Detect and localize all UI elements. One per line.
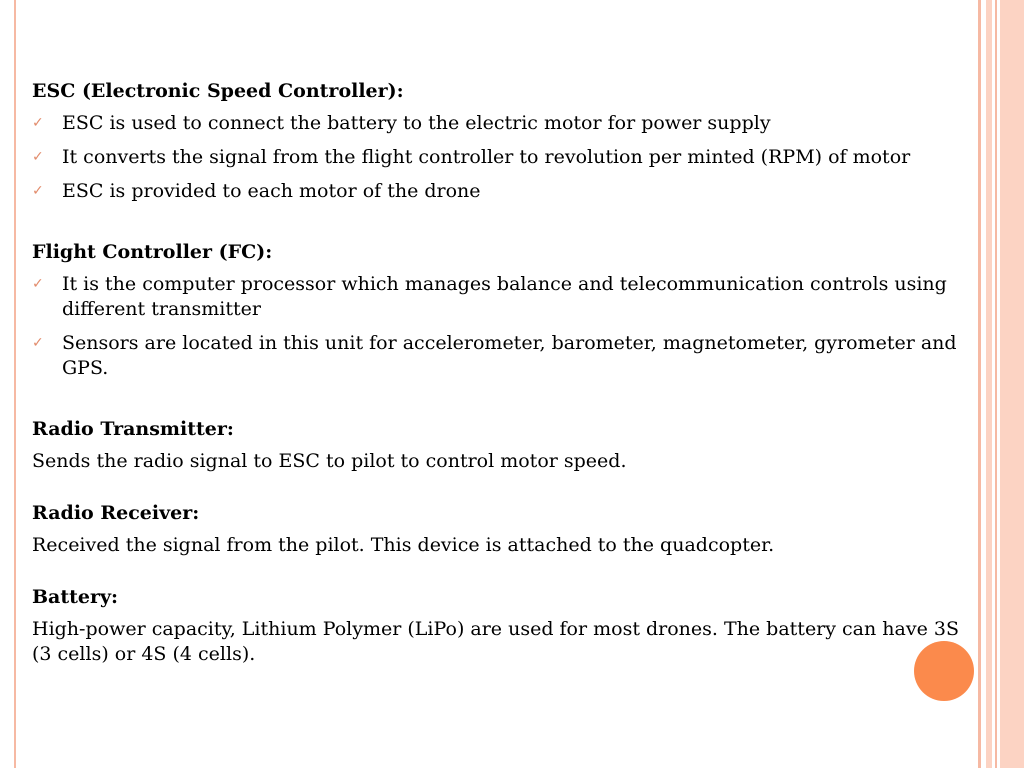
section-battery (32, 584, 972, 667)
section-radio-receiver (32, 500, 972, 558)
list-item (32, 111, 972, 136)
list-item-text: ESC is provided to each motor of the drone (62, 180, 481, 202)
check-icon: ✓ (32, 149, 44, 165)
section-heading: Battery: (32, 586, 119, 608)
list-item (32, 331, 972, 381)
check-icon: ✓ (32, 115, 44, 131)
right-frame-stripe (986, 0, 992, 768)
list-item-text: It converts the signal from the flight controller to revolution per minted (RPM) of motor (62, 146, 911, 168)
section-esc (32, 78, 972, 204)
list-item (32, 145, 972, 170)
bullet-list (32, 272, 972, 381)
section-text: High-power capacity, Lithium Polymer (LiPo) are used for most drones. The battery can have 3S (3 cells) or 4S (4 cells). (32, 618, 959, 665)
section-heading: Flight Controller (FC): (32, 241, 273, 263)
right-frame-line (978, 0, 981, 768)
right-frame-band (1000, 0, 1024, 768)
check-icon: ✓ (32, 183, 44, 199)
section-text: Sends the radio signal to ESC to pilot to control motor speed. (32, 450, 627, 472)
list-item (32, 272, 972, 322)
list-item-text: It is the computer processor which manages balance and telecommunication controls using different transmitter (62, 273, 947, 320)
slide-content (32, 78, 972, 667)
list-item (32, 179, 972, 204)
bullet-list (32, 111, 972, 204)
list-item-text: Sensors are located in this unit for accelerometer, barometer, magnetometer, gyrometer and GPS. (62, 332, 957, 379)
section-heading: ESC (Electronic Speed Controller): (32, 80, 404, 102)
section-radio-transmitter (32, 416, 972, 474)
section-heading: Radio Transmitter: (32, 418, 234, 440)
section-text: Received the signal from the pilot. This device is attached to the quadcopter. (32, 534, 775, 556)
right-frame-line (995, 0, 997, 768)
check-icon: ✓ (32, 335, 44, 351)
left-frame-border (0, 0, 16, 768)
section-heading: Radio Receiver: (32, 502, 200, 524)
list-item-text: ESC is used to connect the battery to the electric motor for power supply (62, 112, 771, 134)
section-flight-controller (32, 239, 972, 381)
check-icon: ✓ (32, 276, 44, 292)
orange-circle-decoration (914, 641, 974, 701)
